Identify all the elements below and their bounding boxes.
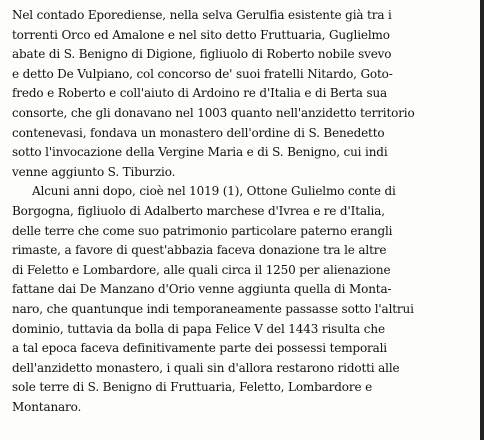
text-line: Nel contado Eporediense, nella selva Gerulfia esistente già tra i (12, 8, 392, 22)
paragraph-2 (12, 182, 474, 417)
text-line: Montanaro. (12, 399, 82, 414)
text-line: fattane dai De Manzano d'Orio venne aggiunta quella di Monta- (12, 282, 392, 297)
text-line: contenevasi, fondava un monastero dell'ordine di S. Benedetto (12, 125, 385, 140)
text-line: fredo e Roberto e coll'aiuto di Ardoino re d'Italia e di Berta sua (12, 86, 388, 101)
page-edge-shadow (480, 0, 484, 440)
text-line: delle terre che come suo patrimonio particolare paterno erangli (12, 223, 393, 238)
text-line: consorte, che gli donavano nel 1003 quanto nell'anzidetto territorio (12, 105, 415, 120)
text-line: Alcuni anni dopo, cioè nel 1019 (1), Ottone Gulielmo conte di (32, 184, 396, 199)
paragraph-1 (12, 6, 474, 182)
text-line: di Feletto e Lombardore, alle quali circa il 1250 per alienazione (12, 262, 391, 277)
document-text (12, 6, 474, 417)
text-line: e detto De Vulpiano, col concorso de' suoi fratelli Nitardo, Goto- (12, 66, 393, 81)
text-line: a tal epoca faceva definitivamente parte dei possessi temporali (12, 341, 387, 356)
text-line: dell'anzidetto monastero, i quali sin d'allora restarono ridotti alle (12, 360, 400, 375)
text-line: rimaste, a favore di quest'abbazia faceva donazione tra le altre (12, 243, 387, 258)
text-line: dominio, tuttavia da bolla di papa Felice V del 1443 risulta che (12, 321, 385, 336)
text-line: sotto l'invocazione della Vergine Maria e di S. Benigno, cui indi (12, 145, 388, 160)
text-line: naro, che quantunque indi temporaneamente passasse sotto l'altrui (12, 301, 414, 316)
text-line: sole terre di S. Benigno di Fruttuaria, Feletto, Lombardore e (12, 380, 373, 395)
text-line: abate di S. Benigno di Digione, figliuolo di Roberto nobile svevo (12, 47, 392, 62)
text-line: Borgogna, figliuolo di Adalberto marchese d'Ivrea e re d'Italia, (12, 203, 385, 218)
text-line: venne aggiunto S. Tiburzio. (12, 164, 176, 179)
text-line: torrenti Orco ed Amalone e nel sito detto Fruttuaria, Guglielmo (12, 27, 390, 42)
